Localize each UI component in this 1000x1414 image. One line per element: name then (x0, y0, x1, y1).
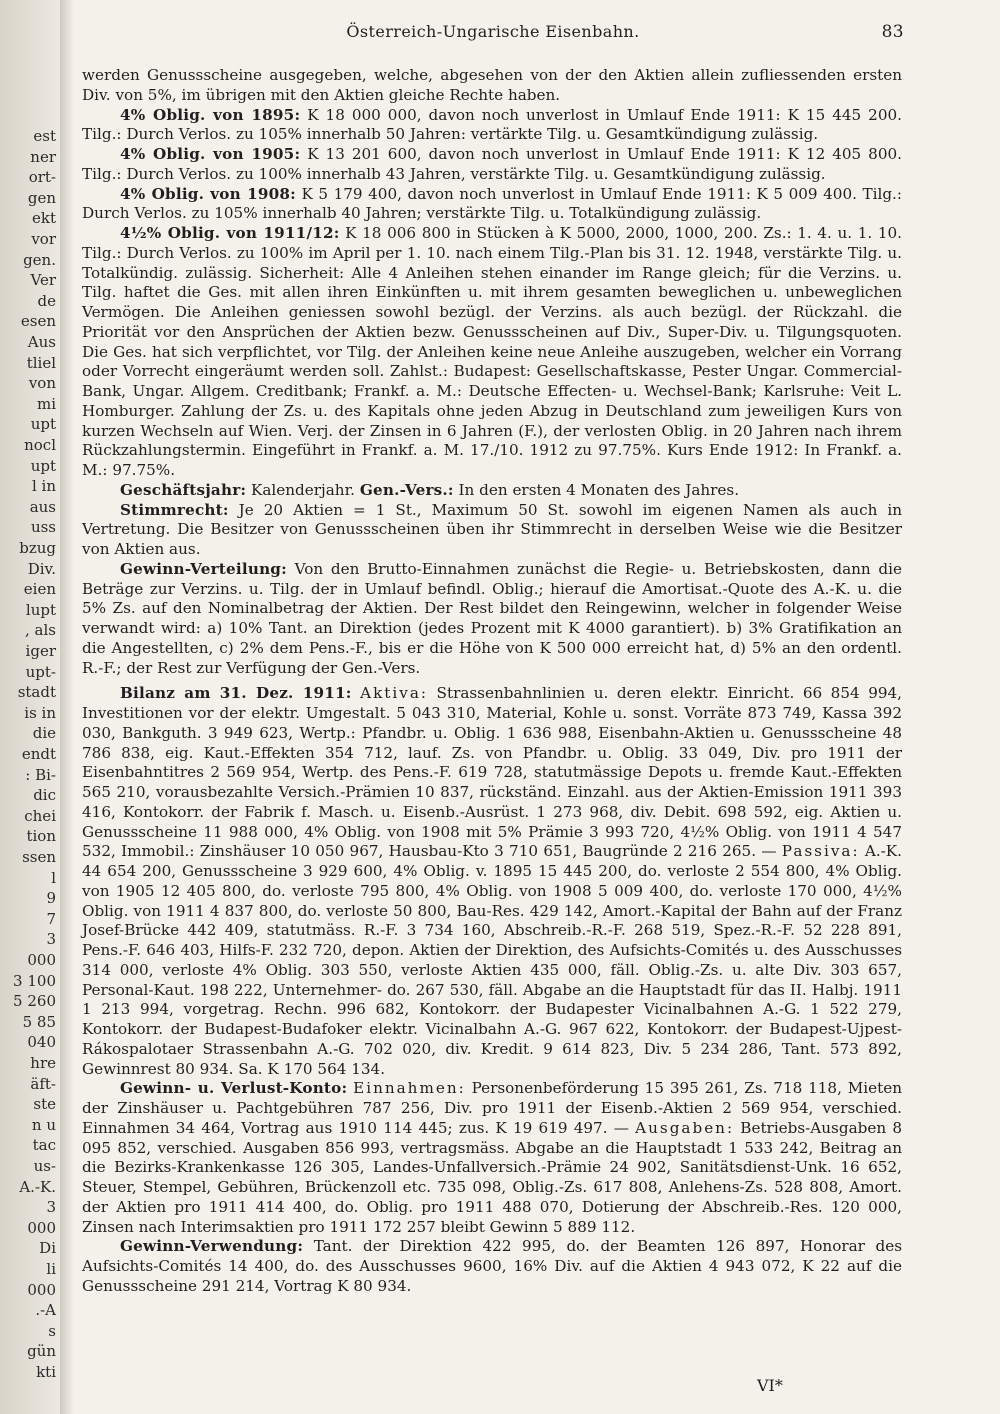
facing-page-fragment: stadt (17, 683, 56, 702)
facing-page-fragment: 5 260 (13, 992, 56, 1011)
facing-page-fragment: von (28, 374, 56, 393)
facing-page-fragment: s (48, 1321, 56, 1340)
facing-page-fragment: ste (33, 1095, 56, 1114)
facing-page-fragment: aus (29, 497, 56, 516)
page-number: 83 (881, 22, 904, 42)
facing-page-fragment: gün (27, 1342, 56, 1361)
section-label: Bilanz am 31. Dez. 1911: (120, 684, 352, 703)
paragraph-text: Tant. der Direktion 422 995, do. der Beamten 126 897, Honorar des Aufsichts-Comités 14 400, do. des Ausschusses 9600, 16% Div. auf die Aktien 4 943 072, K 22 auf die Genussscheine 291 214, Vortrag K 80 934. (82, 1237, 902, 1295)
facing-page-fragment: dic (33, 786, 56, 805)
facing-page-fragment: , als (25, 621, 56, 640)
paragraph-text: Personenbeförderung 15 395 261, Zs. 718 118, Mieten der Zinshäuser u. Pachtgebühren 787 256, Div. pro 1911 der Eisenb.-Aktien 2 569 954, verschied. Einnahmen 34 464, Vortrag aus 1910 114 445; zus. K 19 619 497. — (82, 1079, 903, 1137)
section-label: Geschäftsjahr: (120, 480, 247, 499)
einnahmen-label: Einnahmen: (353, 1079, 466, 1098)
facing-page-fragment: de (37, 291, 56, 310)
facing-page-fragment: tliel (26, 353, 56, 372)
facing-page-fragment: 9 (46, 889, 56, 908)
facing-page-fragment: nocl (24, 436, 56, 454)
signature-mark: VI* (757, 1376, 783, 1395)
facing-page-fragment: n u (31, 1115, 56, 1134)
section-label: 4% Oblig. von 1905: (120, 145, 301, 163)
section-label: Gewinn-Verwendung: (120, 1237, 304, 1256)
section-label: 4% Oblig. von 1908: (120, 184, 296, 203)
facing-page-fragment: l in (31, 477, 56, 496)
paragraph-gewinn-verwendung (82, 1237, 902, 1296)
section-label: 4½% Oblig. von 1911/12: (120, 224, 340, 242)
facing-page-fragment: ekt (32, 209, 56, 228)
paragraph-oblig-1908 (82, 185, 902, 225)
facing-page-fragment: tac (32, 1136, 56, 1155)
paragraph-text: Kalenderjahr. (246, 480, 360, 499)
paragraph-text: Von den Brutto-Einnahmen zunächst die Regie- u. Betriebskosten, dann die Beträge zur Verzins. u. Tilg. der in Umlauf befindl. Oblig.; hierauf die Amortisat.-Quote des A.-K. u. die 5% Zs. auf den Nominalbetrag der Aktien. Der Rest bildet den Reingewinn, welcher in folgender Weise verwandt wird: a) 10% Tant. an Direktion (jedes Prozent mit K 4000 garantiert). b) 3% Gratifikation an die Angestellten, c) 2% dem Pens.-F., bis er die Höhe von K 500 000 erreicht hat, d) 5% an den ordentl. R.-F.; der Rest zur Verfügung der Gen.-Vers. (82, 559, 902, 677)
facing-page-fragment: Div. (27, 559, 56, 578)
facing-page-fragment: kti (36, 1363, 56, 1381)
facing-page-fragment: chei (24, 806, 56, 825)
paragraph-text: K 5 179 400, davon noch unverlost in Umlauf Ende 1911: K 5 009 400. Tilg.: Durch Verlos. zu 105% innerhalb 40 Jahren; verstärkte Tilg. u. Totalkündigung zulässig. (82, 184, 902, 223)
facing-page-fragment: eien (23, 580, 56, 599)
facing-page-fragment: uss (30, 518, 56, 537)
facing-page-fragment: Ver (30, 271, 56, 290)
facing-page-fragment: 3 (46, 1198, 56, 1217)
paragraph-text: K 18 006 800 in Stücken à K 5000, 2000, 1000, 200. Zs.: 1. 4. u. 1. 10. Tilg.: Durch Verlos. zu 100% im April per 1. 10. nach einem Tilg.-Plan bis 31. 12. 1948, verstärkte Tilg. u. Totalkündig. zulässig. Sicherheit: Alle 4 Anleihen stehen einander im Range gleich; für die Verzins. u. Tilg. haftet die Ges. mit allen ihren Einkünften u. mit ihrem gesamten beweglichen u. unbeweglichen Vermögen. Die Anleihen geniessen sowohl bezügl. der Verzins. als auch bezügl. der Rückzahl. die Priorität vor den Ansprüchen der Aktien bezw. Genussscheinen auf Div., Super-Div. u. Tilgungsquoten. Die Ges. hat sich verpflichtet, vor Tilg. der Anleihen keine neue Anleihe auszugeben, welcher ein Vorrang oder Vorrecht eingeräumt werden soll. Zahlst.: Budapest: Gesellschaftskasse, Pester Ungar. Commercial-Bank, Ungar. Allgem. Creditbank; Frankf. a. M.: Deutsche Effecten- u. Wechsel-Bank; Karlsruhe: Veit L. Homburger. Zahlung der Zs. u. des Kapitals ohne jeden Abzug in Deutschland zum jeweiligen Kurs von kurzen Wechseln auf Wien. Verj. der Zinsen in 6 Jahren (F.), der verlosten Oblig. in 20 Jahren nach ihrem Rückzahlungstermin. Eingeführt in Frankf. a. M. 17./10. 1912 zu 97.75%. Kurs Ende 1912: In Frankf. a. M.: 97.75%. (82, 224, 902, 479)
paragraph-oblig-1895 (82, 106, 902, 146)
article-body (82, 66, 902, 1297)
facing-page-fragment: .-A (35, 1301, 56, 1320)
facing-page-fragment: tion (26, 827, 56, 846)
facing-page-fragment: gen. (23, 250, 56, 269)
facing-page-fragment: ssen (22, 848, 56, 866)
facing-page-fragment: hre (30, 1054, 56, 1072)
facing-page-fragment: is in (24, 703, 56, 722)
facing-page-fragment: esen (20, 312, 56, 331)
facing-page-fragment: Aus (27, 333, 56, 351)
facing-page-fragment: upt (30, 415, 56, 434)
paragraph-text: Je 20 Aktien = 1 St., Maximum 50 St. sowohl im eigenen Namen als auch in Vertretung. Die Besitzer von Genussscheinen üben ihr Stimmrecht in derselben Weise wie die Besitzer von Aktien aus. (82, 500, 902, 558)
facing-page-edge (0, 0, 60, 1414)
paragraph-gewinn-verteilung (82, 560, 902, 679)
section-label: 4% Oblig. von 1895: (120, 105, 301, 124)
facing-page-fragment: 000 (27, 1280, 56, 1299)
aktiva-label: Aktiva: (360, 684, 429, 703)
facing-page-fragment: Di (39, 1239, 56, 1258)
paragraph-bilanz (82, 684, 902, 1079)
facing-page-fragment: mi (36, 394, 56, 413)
paragraph-text: A.-K. 44 654 200, Genussscheine 3 929 600, 4% Oblig. v. 1895 15 445 200, do. verloste 2 554 800, 4% Oblig. von 1905 12 405 800, do. verloste 795 800, 4% Oblig. von 1908 5 009 400, do. verloste 170 000, 4½% Oblig. von 1911 4 837 800, do. verloste 50 800, Bau-Res. 429 142, Amort.-Kapital der Bahn auf der Franz Josef-Brücke 442 409, statutmäss. R.-F. 3 734 160, Abschreib.-R.-F. 268 519, Spez.-R.-F. 52 228 891, Pens.-F. 646 403, Hilfs-F. 232 720, depon. Aktien der Direktion, des Aufsichts-Comités u. des Ausschusses 314 000, verloste 4% Oblig. 303 550, verloste Aktien 435 000, fäll. Oblig.-Zs. u. alte Div. 303 657, Personal-Kaut. 198 222, Unternehmer- do. 267 530, fäll. Abgabe an die Hauptstadt für das II. Halbj. 1911 1 213 994, vorgetrag. Rechn. 996 682, Kontokorr. der Budapester Vicinalbahnen A.-G. 1 522 279, Kontokorr. der Budapest-Budafoker elektr. Vicinalbahn A.-G. 967 622, Kontokorr. der Budapest-Ujpest-Rákospalotaer Strassenbahn A.-G. 702 020, div. Kredit. 9 614 823, Div. 5 234 286, Tant. 573 892, Gewinnrest 80 934. Sa. K 170 564 134. (82, 842, 902, 1078)
facing-page-fragment: : Bi- (25, 765, 56, 784)
ausgaben-label: Ausgaben: (635, 1118, 735, 1137)
paragraph-stimmrecht (82, 501, 902, 560)
paragraph-text: Strassenbahnlinien u. deren elektr. Einricht. 66 854 994, Investitionen vor der elektr. Umgestalt. 5 043 310, Material, Kohle u. sonst. Vorräte 873 749, Kassa 392 030, Bankguth. 3 949 623, Wertp.: Pfandbr. u. Oblig. 1 636 988, Eisenbahn-Aktien u. Genussscheine 48 786 838, eig. Kaut.-Effekten 354 712, lauf. Zs. von Pfandbr. u. Oblig. 33 049, Div. pro 1911 der Eisenbahntitres 2 569 954, Wertp. des Pens.-F. 619 728, statutmässige Depots u. fremde Kaut.-Effekten 565 210, vorausbezahlte Versich.-Prämien 10 837, rückständ. Einzahl. aus der Aktien-Emission 1911 393 416, Kontokorr. der Fabrik f. Masch. u. Eisenb.-Ausrüst. 1 273 968, div. Debit. 698 592, eig. Aktien u. Genussscheine 11 988 000, 4% Oblig. von 1908 mit 5% Prämie 3 993 720, 4½% Oblig. von 1911 4 547 532, Immobil.: Zinshäuser 10 050 967, Hausbau-Kto 3 710 651, Baugründe 2 216 265. — (82, 684, 903, 861)
paragraph-geschaeftsjahr (82, 481, 902, 501)
facing-page-fragment: us- (33, 1157, 56, 1175)
facing-page-fragment: ort- (28, 168, 56, 187)
paragraph-oblig-1911 (82, 224, 902, 481)
header-title: Österreich-Ungarische Eisenbahn. (346, 22, 640, 41)
paragraph-text: K 18 000 000, davon noch unverlost in Umlauf Ende 1911: K 15 445 200. Tilg.: Durch Verlos. zu 105% innerhalb 50 Jahren: vertärkte Tilg. u. Gesamtkündigung zulässig. (82, 105, 902, 144)
facing-page-fragment: iger (25, 642, 56, 660)
facing-page-fragment: bzug (19, 539, 56, 557)
paragraph-text: In den ersten 4 Monaten des Jahres. (453, 480, 740, 499)
facing-page-fragment: 5 85 (22, 1012, 56, 1031)
paragraph-text: Betriebs-Ausgaben 8 095 852, verschied. Ausgaben 856 993, vertragsmäss. Abgabe an die Hauptstadt 1 533 242, Beitrag an die Bezirks-Krankenkasse 126 305, Landes-Unfallversich.-Prämie 24 902, Sanitätsdienst-Unk. 16 652, Steuer, Stempel, Gebühren, Brückenzoll etc. 735 098, Oblig.-Zs. 617 808, Anlehens-Zs. 528 808, Amort. der Aktien pro 1911 414 400, do. Oblig. pro 1911 488 070, Dotierung der Abschreib.-Res. 120 000, Zinsen nach Interimsaktien pro 1911 172 257 bleibt Gewinn 5 889 112. (82, 1118, 902, 1236)
facing-page-fragment: lupt (25, 600, 56, 619)
section-label: Stimmrecht: (120, 500, 229, 519)
paragraph-text: K 13 201 600, davon noch unverlost in Umlauf Ende 1911: K 12 405 800. Tilg.: Durch Verlos. zu 100% innerhalb 43 Jahren, verstärkte Tilg. u. Gesamtkündigung zulässig. (82, 145, 902, 183)
page-gutter (60, 0, 74, 1414)
facing-page-fragment: ner (30, 147, 56, 166)
facing-page-fragment: 3 (46, 930, 56, 949)
facing-page-fragment: li (46, 1260, 56, 1278)
facing-page-fragment: l (51, 868, 56, 887)
facing-page-fragment: äft- (30, 1074, 56, 1093)
facing-page-fragment: die (32, 724, 56, 743)
paragraph-gewinn-verlust (82, 1079, 902, 1237)
facing-page-fragment: upt (30, 456, 56, 475)
paragraph-oblig-1905 (82, 145, 902, 185)
section-label: Gewinn- u. Verlust-Konto: (120, 1079, 348, 1098)
facing-page-fragment: endt (21, 745, 56, 763)
facing-page-fragment: est (33, 127, 56, 145)
running-header (82, 18, 904, 48)
section-label: Gen.-Vers.: (359, 480, 454, 499)
facing-page-fragment: upt- (25, 662, 56, 681)
facing-page-fragment: 3 100 (13, 971, 56, 990)
facing-page-fragment: 000 (27, 951, 56, 969)
facing-page-fragment: 7 (46, 909, 56, 928)
paragraph-text: werden Genussscheine ausgegeben, welche, abgesehen von der den Aktien allein zufliessenden ersten Div. von 5%, im übrigen mit den Aktien gleiche Rechte haben. (82, 66, 902, 104)
facing-page-fragment: gen (27, 188, 56, 207)
facing-page-fragment: vor (31, 230, 56, 248)
facing-page-fragment: 040 (27, 1033, 56, 1052)
passiva-label: Passiva: (781, 842, 860, 861)
facing-page-fragment: 000 (27, 1218, 56, 1237)
paragraph-genussscheine (82, 66, 902, 106)
facing-page-fragment: A.-K. (19, 1177, 56, 1196)
section-label: Gewinn-Verteilung: (120, 559, 287, 578)
